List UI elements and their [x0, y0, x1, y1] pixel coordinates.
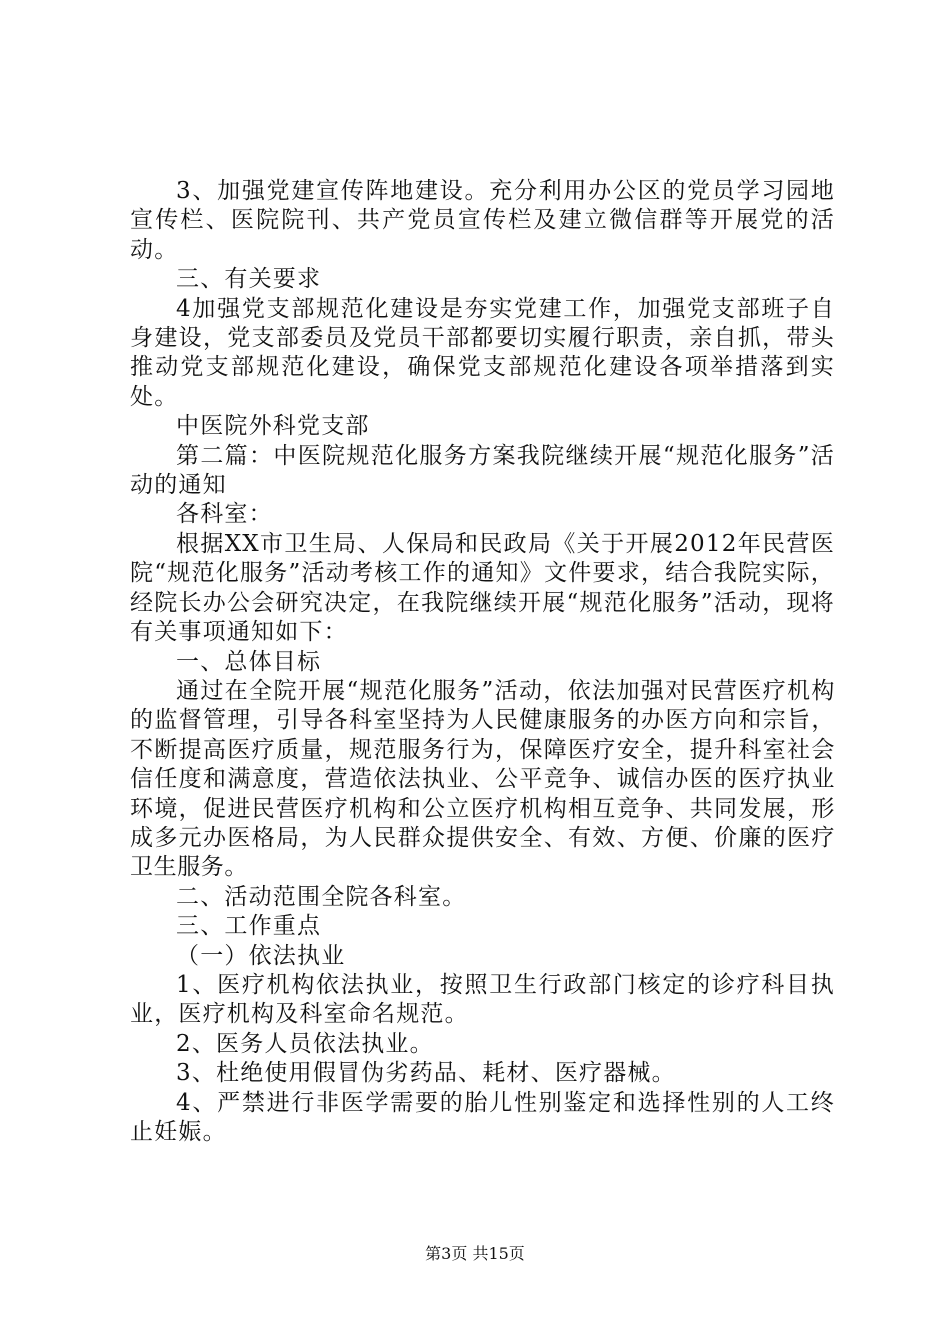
- salutation: 各科室：: [176, 501, 273, 528]
- heading-requirements: 三、有关要求: [176, 266, 322, 293]
- heading-work-focus: 三、工作重点: [176, 913, 322, 940]
- paragraph-notice-basis: 根据XX市卫生局、人保局和民政局《关于开展2012年民营医院“规范化服务”活动考核工作的通知》文件要求，结合我院实际，经院长办公会研究决定，在我院继续开展“规范化服务”活动，现将有关事项通知如下：: [130, 530, 835, 646]
- heading-second-article: 第二篇：中医院规范化服务方案我院继续开展“规范化服务”活动的通知: [130, 442, 835, 499]
- paragraph-overall-goal: 通过在全院开展“规范化服务”活动，依法加强对民营医疗机构的监督管理，引导各科室坚持为人民健康服务的办医方向和宗旨，不断提高医疗质量，规范服务行为，保障医疗安全，提升科室社会信任度和满意度，营造依法执业、公平竞争、诚信办医的医疗执业环境，促进民营医疗机构和公立医疗机构相互竞争、共同发展，形成多元办医格局，为人民群众提供安全、有效、方便、价廉的医疗卫生服务。: [130, 677, 835, 881]
- heading-overall-goal: 一、总体目标: [176, 648, 322, 675]
- subheading-legal-practice: （一）依法执业: [176, 942, 346, 969]
- list-item-2: 2、医务人员依法执业。: [176, 1030, 434, 1057]
- list-item-1: 1、医疗机构依法执业，按照卫生行政部门核定的诊疗科目执业，医疗机构及科室命名规范。: [130, 971, 835, 1028]
- paragraph-activity-scope: 二、活动范围全院各科室。: [176, 883, 467, 910]
- paragraph-branch-standardization: 4加强党支部规范化建设是夯实党建工作，加强党支部班子自身建设，党支部委员及党员干部都要切实履行职责，亲自抓，带头推动党支部规范化建设，确保党支部规范化建设各项举措落到实处。: [130, 295, 835, 410]
- signature-party-branch: 中医院外科党支部: [176, 413, 370, 440]
- document-body: [130, 177, 835, 1147]
- list-item-4: 4、严禁进行非医学需要的胎儿性别鉴定和选择性别的人工终止妊娠。: [130, 1089, 835, 1145]
- paragraph-publicity-construction: 3、加强党建宣传阵地建设。充分利用办公区的党员学习园地宣传栏、医院院刊、共产党员宣传栏及建立微信群等开展党的活动。: [130, 178, 835, 263]
- page-number-footer: 第3页 共15页: [425, 1244, 525, 1263]
- list-item-3: 3、杜绝使用假冒伪劣药品、耗材、医疗器械。: [176, 1060, 676, 1087]
